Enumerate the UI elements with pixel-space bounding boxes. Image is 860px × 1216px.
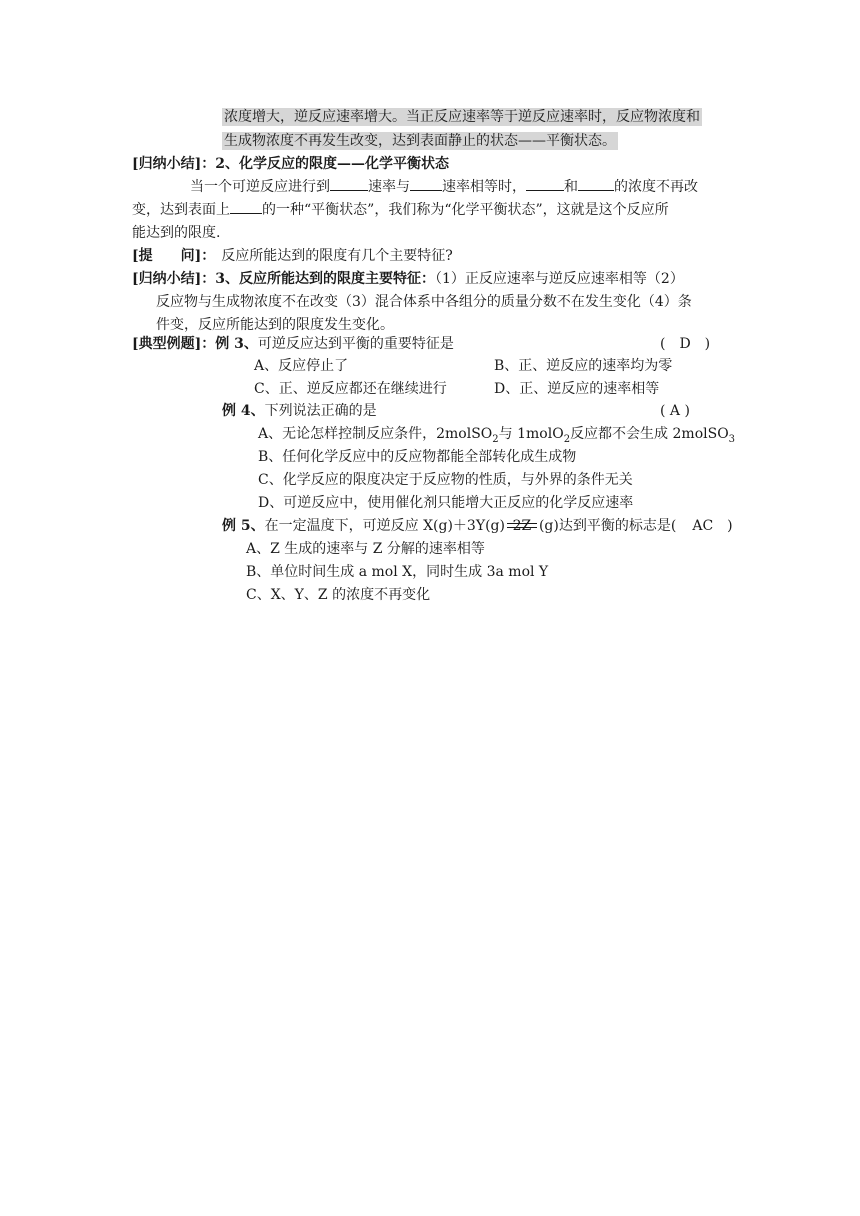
fill-blank [330, 176, 368, 191]
example-label: 例 4、 [222, 403, 265, 419]
text: （1）正反应速率与逆反应速率相等（2） [435, 271, 684, 287]
text: 的浓度不再改 [614, 179, 698, 195]
text: 能达到的限度. [132, 225, 221, 241]
example-4-option-c: C、化学反应的限度决定于反应物的性质，与外界的条件无关 [258, 472, 633, 488]
fill-blank [230, 199, 262, 214]
example-label: 例 3、 [215, 336, 258, 352]
example-label: 例 5、 [222, 518, 265, 534]
example-5-stem [222, 515, 733, 537]
summary-3-line-1 [132, 268, 684, 290]
subscript: 2 [492, 433, 499, 445]
example-3-option-a: A、反应停止了 [254, 358, 349, 374]
example-3-answer: ( D ) [660, 336, 711, 352]
text: A、无论怎样控制反应条件，2molSO [258, 426, 493, 442]
example-5-option-a: A、Z 生成的速率与 Z 分解的速率相等 [246, 541, 485, 557]
text: 和 [564, 179, 578, 195]
example-4-option-d: D、可逆反应中，使用催化剂只能增大正反应的化学反应速率 [258, 495, 634, 511]
subscript: 3 [728, 433, 736, 445]
text: 与 1molO [498, 426, 564, 442]
text: 速率与 [368, 179, 410, 195]
example-5-option-b: B、单位时间生成 a mol X，同时生成 3a mol Y [246, 564, 549, 580]
example-5-option-c: C、X、Y、Z 的浓度不再变化 [246, 587, 431, 603]
example-5-answer: AC [692, 518, 714, 534]
example-3-option-b: B、正、逆反应的速率均为零 [494, 358, 673, 374]
fill-blank [410, 176, 442, 191]
summary-2-para-line-2 [132, 199, 669, 221]
product-z: 2Z [512, 518, 532, 534]
example-3-option-d: D、正、逆反应的速率相等 [494, 381, 660, 397]
example-3-option-c: C、正、逆反应都还在继续进行 [254, 381, 447, 397]
text: 当一个可逆反应进行到 [190, 179, 330, 195]
summary-3-line-2 [156, 291, 692, 313]
text: 反应物与生成物浓度不在改变（3）混合体系中各组分的质量分数不在发生变化（4）条 [156, 294, 692, 310]
fill-blank [526, 176, 564, 191]
example-4-option-b: B、任何化学反应中的反应物都能全部转化成生成物 [258, 449, 577, 465]
section-title: 2、化学反应的限度——化学平衡状态 [215, 156, 449, 172]
section-tag: [提 问]： [132, 248, 216, 264]
text: 反应都不会生成 2molSO [570, 426, 729, 442]
section-tag: [典型例题]： [132, 336, 216, 352]
highlighted-text: 浓度增大，逆反应速率增大。当正反应速率等于逆反应速率时，反应物浓度和 [224, 109, 700, 125]
summary-2-para-line-3 [132, 222, 220, 244]
reversible-arrow-icon [505, 515, 539, 537]
summary-2-para-line-1 [190, 176, 698, 198]
text: 变，达到表面上 [132, 202, 230, 218]
question-line [132, 245, 453, 267]
question-text: 反应所能达到的限度有几个主要特征? [221, 248, 453, 264]
example-3-stem [132, 333, 454, 355]
summary-2-heading [132, 153, 449, 175]
example-stem: 在一定温度下，可逆反应 X(g)＋3Y(g) [264, 518, 505, 534]
example-4-stem [222, 400, 377, 422]
intro-line-2 [222, 130, 618, 152]
section-title: 3、反应所能达到的限度主要特征： [215, 271, 435, 287]
example-stem: 下列说法正确的是 [264, 403, 377, 419]
subscript: 2 [563, 433, 571, 445]
section-tag: [归纳小结]： [132, 156, 216, 172]
example-stem: (g)达到平衡的标志是( [538, 518, 677, 534]
section-tag: [归纳小结]： [132, 271, 216, 287]
intro-line-1 [222, 106, 702, 128]
example-4-option-a [258, 423, 735, 445]
text: 件变，反应所能达到的限度发生变化。 [156, 317, 394, 333]
text: 的一种“平衡状态”，我们称为“化学平衡状态”，这就是这个反应所 [262, 202, 669, 218]
example-stem: 可逆反应达到平衡的重要特征是 [257, 336, 454, 352]
example-4-answer: ( A ) [660, 403, 690, 419]
close-paren: ) [727, 518, 733, 534]
fill-blank [578, 176, 614, 191]
text: 速率相等时， [442, 179, 526, 195]
highlighted-text: 生成物浓度不再发生改变，达到表面静止的状态——平衡状态。 [224, 133, 616, 149]
